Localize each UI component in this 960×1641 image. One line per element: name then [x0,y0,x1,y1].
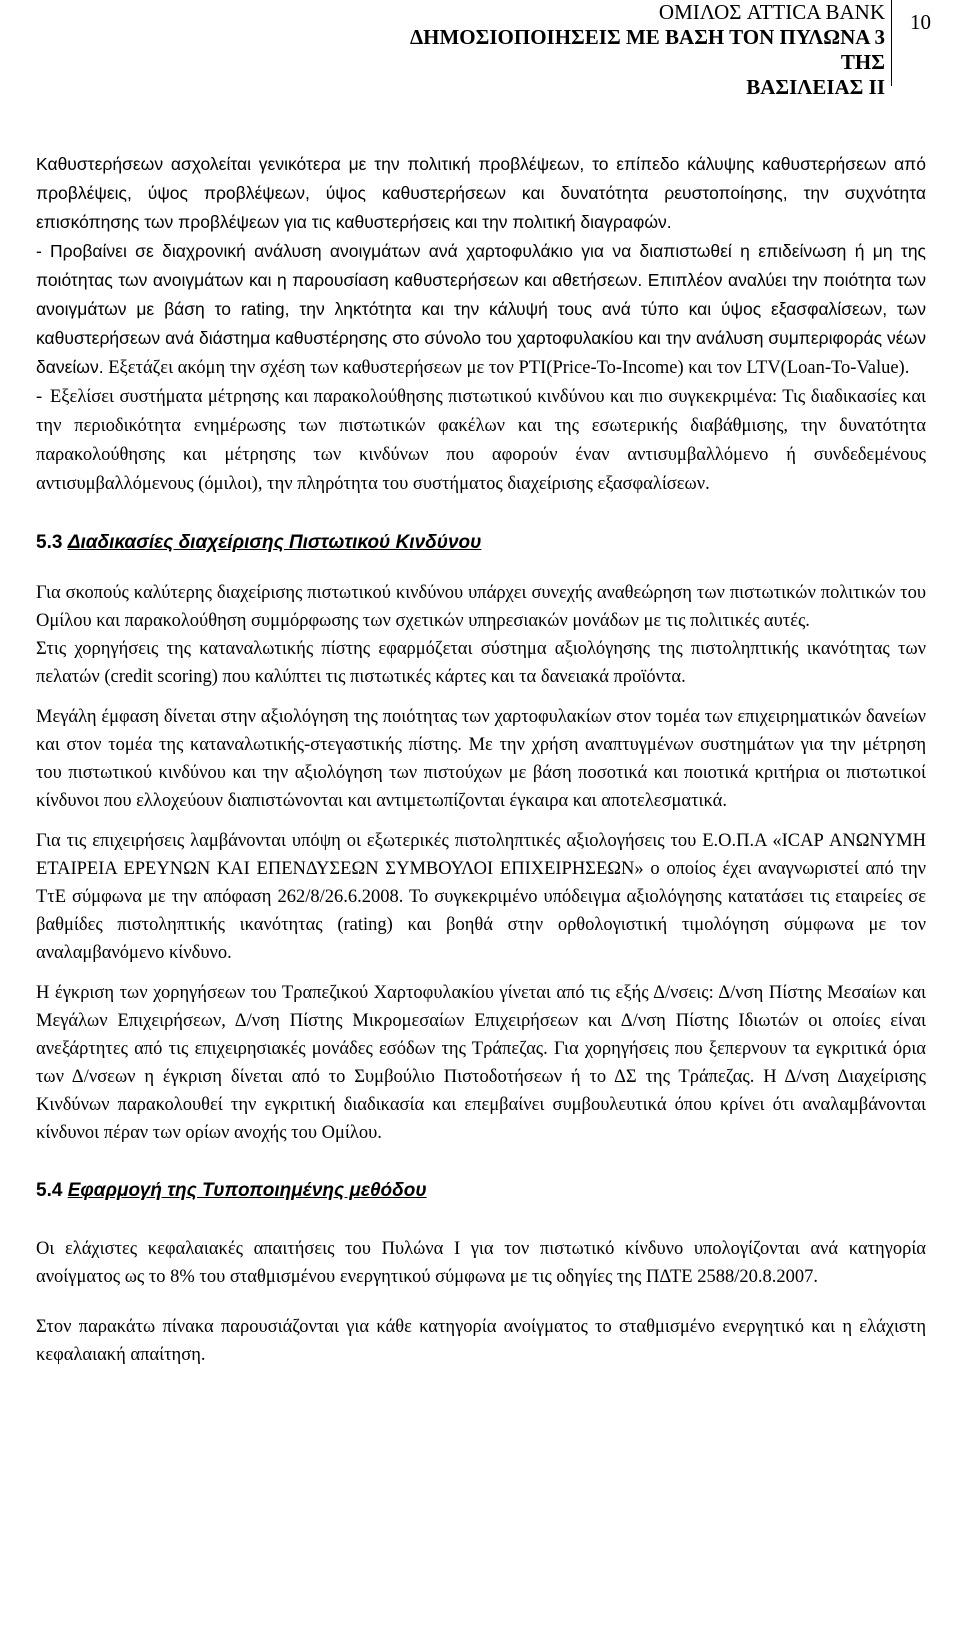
paragraph-credit-policy: Για σκοπούς καλύτερης διαχείρισης πιστωτικού κινδύνου υπάρχει συνεχής αναθεώρηση των πιστωτικών πολιτικών του Ομίλου και παρακολούθηση συμμόρφωσης των σχετικών υπηρεσιακών μονάδων με τις πολιτικές αυτές. [36,583,926,631]
intro-paragraph: Καθυστερήσεων ασχολείται γενικότερα με την πολιτική προβλέψεων, το επίπεδο κάλυψης καθυστερήσεων από προβλέψεις, ύψος προβλέψεων, ύψος καθυστερήσεων και δυνατότητα ρευστοποίησης, την συχνότητα επισκόπησης των προβλέψεων για τις καθυστερήσεις και την πολιτική διαγραφών. [36,154,926,232]
paragraph-table-intro: Στον παρακάτω πίνακα παρουσιάζονται για κάθε κατηγορία ανοίγματος το σταθμισμένο ενεργητικό και η ελάχιστη κεφαλαιακή απαίτηση. [36,1317,926,1365]
header-company: ΟΜΙΛΟΣ ATTICA BANK [658,0,885,24]
section-number: 5.3 [36,532,63,553]
paragraph-credit-scoring: Στις χορηγήσεις της καταναλωτικής πίστης εφαρμόζεται σύστημα αξιολόγησης της πιστοληπτικής ικανότητας των πελατών (credit scoring) που καλύπτει τις πιστωτικές κάρτες και τα δανειακά προϊόντα. [36,639,926,687]
paragraph-external-ratings: Για τις επιχειρήσεις λαμβάνονται υπόψη οι εξωτερικές πιστοληπτικές αξιολογήσεις του Ε.Ο.Π.Α «ICAP ΑΝΩΝΥΜΗ ΕΤΑΙΡΕΙΑ ΕΡΕΥΝΩΝ ΚΑΙ ΕΠΕΝΔΥΣΕΩΝ ΣΥΜΒΟΥΛΟΙ ΕΠΙΧΕΙΡΗΣΕΩΝ» ο οποίος έχει αναγνωριστεί από την ΤτΕ σύμφωνα με την απόφαση 262/8/26.6.2008. Το συγκεκριμένο υπόδειγμα αξιολόγησης κατατάσει τις εταιρείες σε βαθμίδες πιστοληπτικής ικανότητας (rating) και βοηθά στην ορθολογιστική τιμολόγηση σύμφωνα με τον αναλαμβανόμενο κίνδυνο. [36,831,926,963]
section-heading-5-3 [36,529,926,557]
paragraph-portfolio-quality: Μεγάλη έμφαση δίνεται στην αξιολόγηση της ποιότητας των χαρτοφυλακίων στον τομέα των επιχειρηματικών δανείων και στον τομέα της καταναλωτικής-στεγαστικής πίστης. Με την χρήση αναπτυγμένων συστημάτων για την μέτρηση του πιστωτικού κινδύνου και την αξιολόγηση των πιστούχων με βάση ποσοτικά και ποιοτικά κριτήρια οι πιστωτικοί κίνδυνοι που ελλοχεύουν διαπιστώνονται και αντιμετωπίζονται έγκαιρα και αποτελεσματικά. [36,707,926,811]
bullet-text-part2: Εξετάζει ακόμη την σχέση των καθυστερήσεων με τον PTI(Price-To-Income) και τον LTV(Loan-To-Value). [103,358,910,378]
paragraph-approval-process: Η έγκριση των χορηγήσεων του Τραπεζικού Χαρτοφυλακίου γίνεται από τις εξής Δ/νσεις: Δ/νση Πίστης Μεσαίων και Μεγάλων Επιχειρήσεων, Δ/νση Πίστης Μικρομεσαίων Επιχειρήσεων και Δ/νση Πίστης Ιδιωτών οι οποίες είναι ανεξάρτητες από τις επιχειρησιακές μονάδες εσόδων της Τράπεζας. Για χορηγήσεις που ξεπερνουν τα εγκριτικά όρια των Δ/νσεων η έγκριση δίνεται από το Συμβούλιο Πιστοδοτήσεων ή το ΔΣ της Τράπεζας. Η Δ/νση Διαχείρισης Κινδύνων παρακολουθεί την εγκριτική διαδικασία και επεμβαίνει συμβουλευτικά όπου κρίνει ότι αναλαμβάνονται κίνδυνοι πέραν των ορίων ανοχής του Ομίλου. [36,983,926,1143]
header-title-line2: ΒΑΣΙΛΕΙΑΣ ΙΙ [746,75,885,99]
header-divider [891,0,892,86]
section-title: Διαδικασίες διαχείρισης Πιστωτικού Κινδύνου [67,532,482,553]
bullet-item-analysis [36,237,926,383]
bullet-text: Εξελίσει συστήματα μέτρησης και παρακολούθησης πιστωτικού κινδύνου και πιο συγκεκριμένα: Τις διαδικασίες και την περιοδικότητα ενημέρωσης των πιστωτικών φακέλων και της εσωτερικής διαβάθμισης, την δυνατότητα παρακολούθησης και μέτρησης των κινδύνων που αφορούν έναν αντισυμβαλλόμενο ή συνδεδεμένους αντισυμβαλλόμενους (όμιλοι), την πληρότητα του συστήματος διαχείρισης εξασφαλίσεων. [36,387,926,494]
section-title: Εφαρμογή της Τυποποιημένης μεθόδου [67,1180,427,1201]
section-number: 5.4 [36,1180,63,1201]
bullet-dash: - [36,241,42,261]
bullet-text-part1: Προβαίνει σε διαχρονική ανάλυση ανοιγμάτων ανά χαρτοφυλάκιο για να διαπιστωθεί η επιδείνωση ή μη της ποιότητας των ανοιγμάτων και η παρουσίαση καθυστερήσεων και αθετήσεων. Επιπλέον αναλύει την ποιότητα των ανοιγμάτων με βάση το rating, την ληκτότητα και την κάλυψή τους ανά τύπο και ύψος εξασφαλίσεων, των καθυστερήσεων ανά διάστημα καθυστέρησης στο σύνολο του χαρτοφυλακίου και την ανάλυση συμπεριφοράς νέων δανείων. [36,241,926,377]
page-header [365,0,885,100]
paragraph-capital-requirements: Οι ελάχιστες κεφαλαιακές απαιτήσεις του Πυλώνα Ι για τον πιστωτικό κίνδυνο υπολογίζονται ανά κατηγορία ανοίγματος ως το 8% του σταθμισμένου ενεργητικού σύμφωνα με τις οδηγίες της ΠΔΤΕ 2588/20.8.2007. [36,1239,926,1287]
page-number: 10 [910,10,931,34]
bullet-dash: - [36,387,43,407]
bullet-item-systems [36,383,926,499]
section-heading-5-4 [36,1177,926,1205]
document-body [36,150,926,1369]
header-title-line1: ΔΗΜΟΣΙΟΠΟΙΗΣΕΙΣ ΜΕ ΒΑΣΗ ΤΟΝ ΠΥΛΩΝΑ 3 ΤΗΣ [409,25,885,74]
